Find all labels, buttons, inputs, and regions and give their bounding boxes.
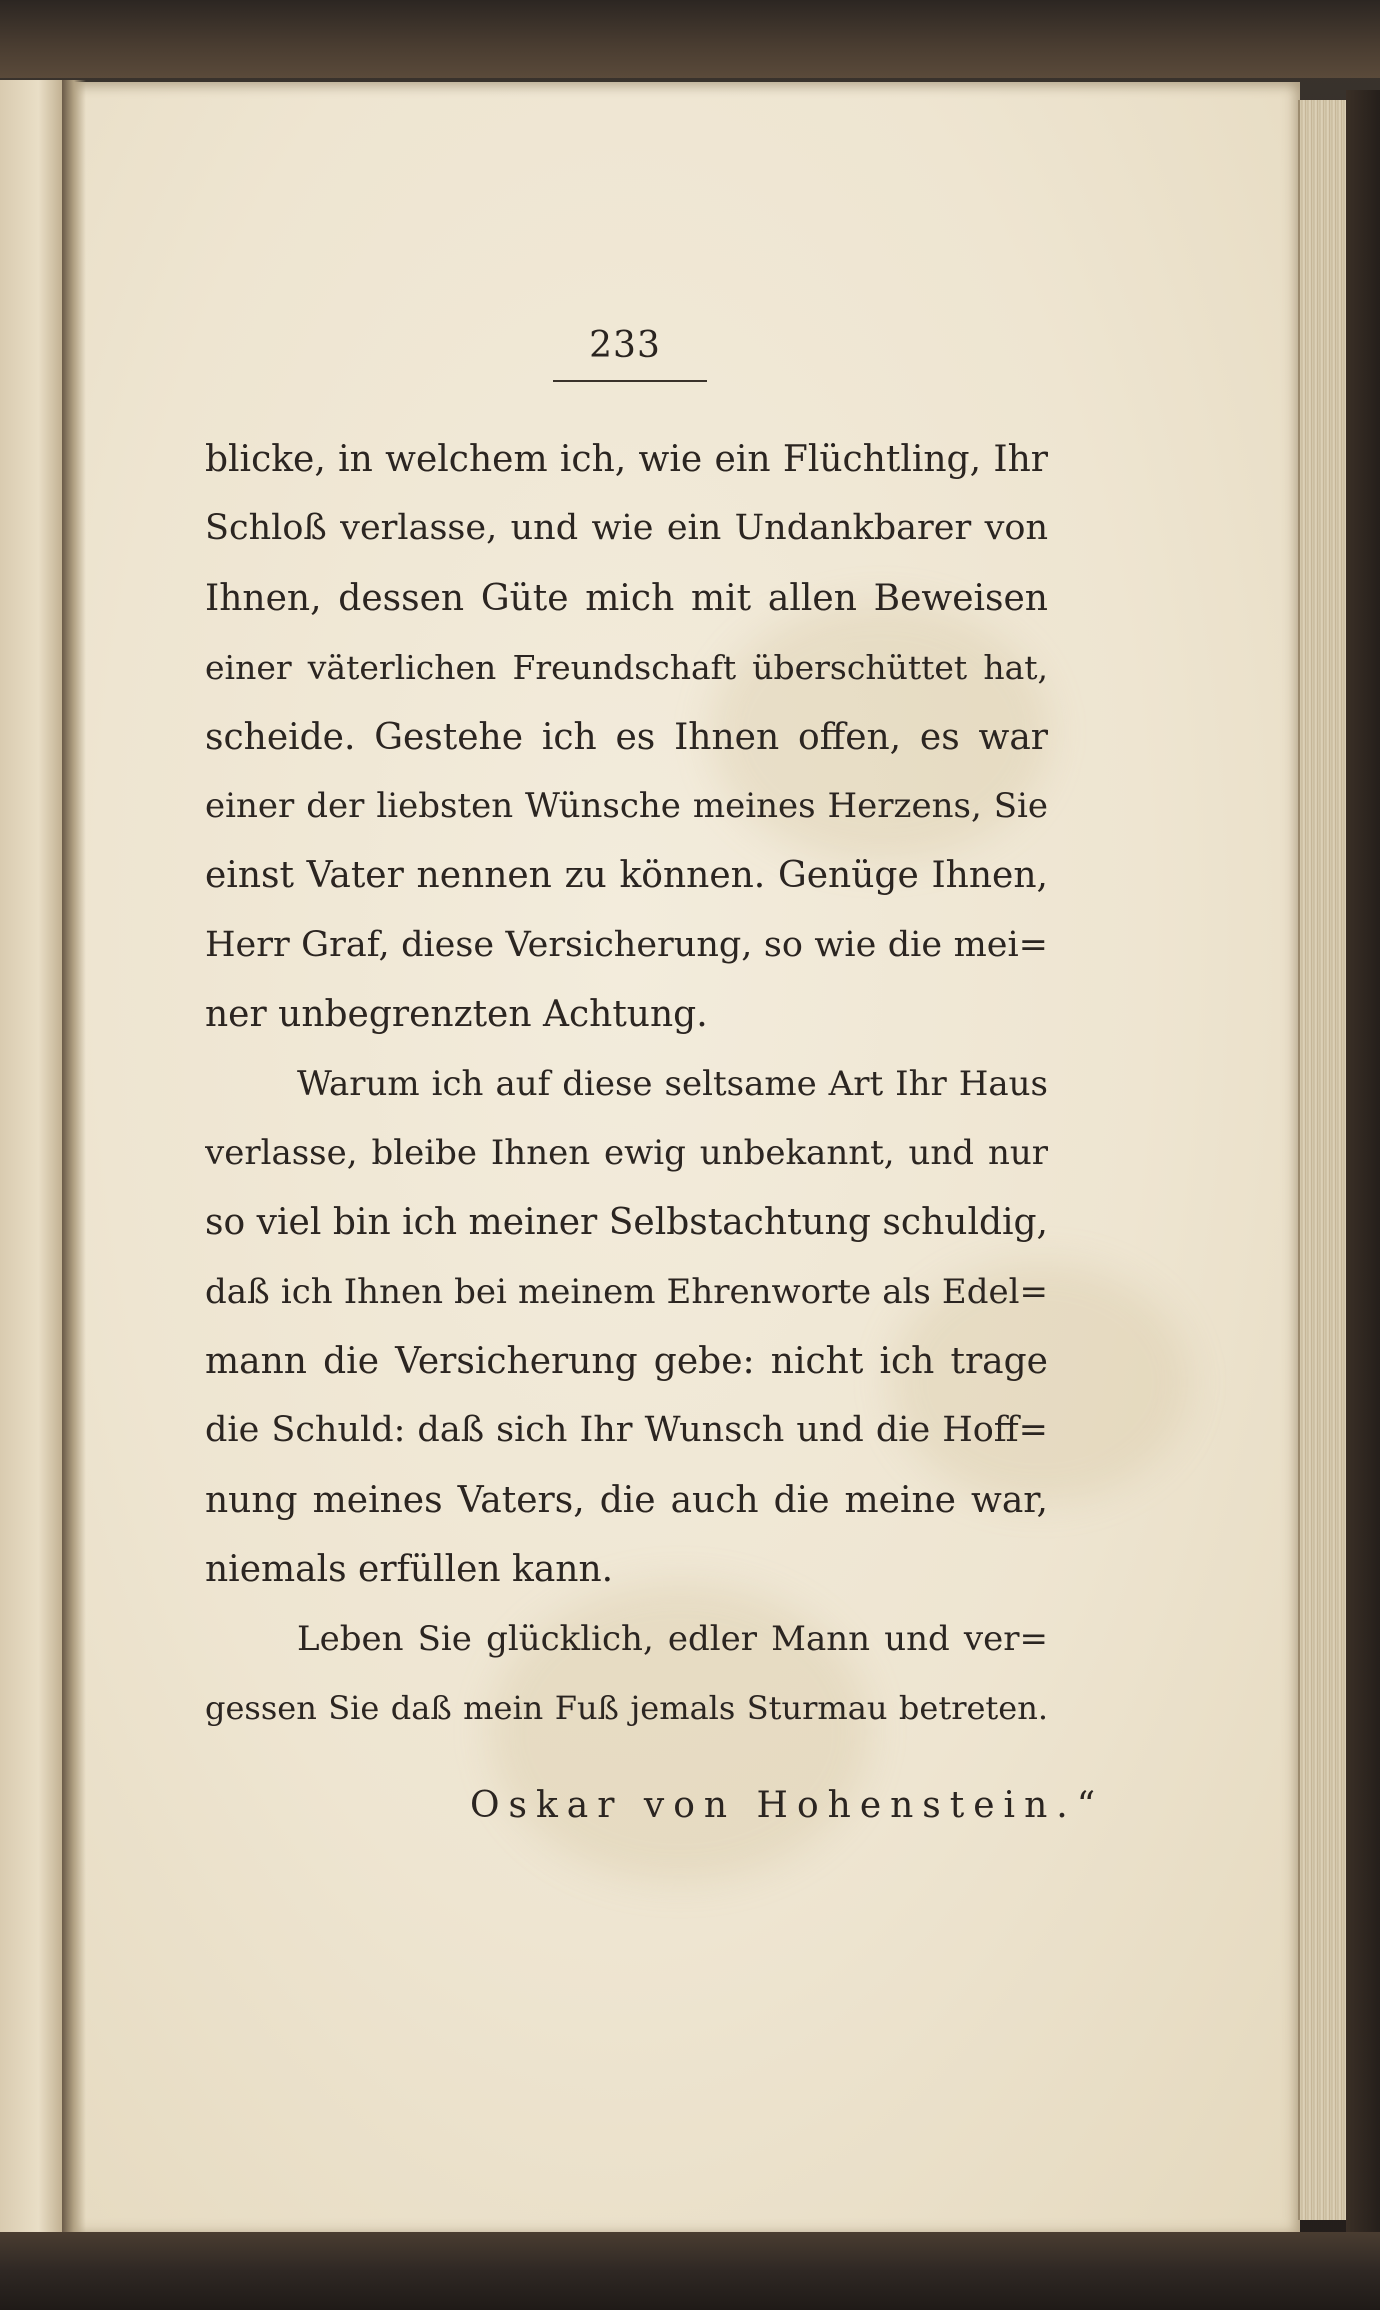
page-gutter-shadow	[62, 80, 86, 2240]
text-line: mann die Versicherung gebe: nicht ich trage	[205, 1341, 1048, 1383]
text-line: einer der liebsten Wünsche meines Herzens, Sie	[205, 785, 1048, 826]
book-cover-bottom-edge	[0, 2232, 1380, 2310]
page-edges-stack	[1298, 100, 1350, 2220]
text-line: Warum ich auf diese seltsame Art Ihr Haus	[297, 1063, 1048, 1104]
text-line: die Schuld: daß sich Ihr Wunsch und die Hoff=	[205, 1410, 1048, 1451]
text-line: ner unbegrenzten Achtung.	[205, 994, 708, 1036]
text-line: nung meines Vaters, die auch die meine war,	[205, 1479, 1048, 1521]
text-line: einer väterlichen Freundschaft überschüttet hat,	[205, 648, 1048, 688]
paragraph	[205, 425, 1048, 1050]
facing-page-edge	[0, 80, 66, 2240]
text-line: niemals erfüllen kann.	[205, 1549, 614, 1591]
text-line: verlasse, bleibe Ihnen ewig unbekannt, und nur	[205, 1132, 1048, 1173]
text-line: gessen Sie daß mein Fuß jemals Sturmau betreten.	[205, 1689, 1048, 1728]
text-line: scheide. Gestehe ich es Ihnen offen, es war	[205, 716, 1048, 758]
page-number: 233	[589, 325, 661, 366]
text-line: Ihnen, dessen Güte mich mit allen Beweisen	[205, 577, 1048, 619]
text-line: einst Vater nennen zu können. Genüge Ihnen,	[205, 855, 1048, 897]
paragraph	[205, 1050, 1048, 1605]
text-line: Leben Sie glücklich, edler Mann und ver=	[297, 1618, 1048, 1659]
signature: Oskar von Hohenstein.“	[470, 1785, 1105, 1826]
paragraph	[205, 1605, 1048, 1744]
text-line: so viel bin ich meiner Selbstachtung schuldig,	[205, 1202, 1048, 1244]
book-cover-top-edge	[0, 0, 1380, 78]
text-line: Schloß verlasse, und wie ein Undankbarer von	[205, 508, 1048, 549]
book-cover-right-edge	[1346, 90, 1380, 2240]
header-rule	[553, 380, 707, 382]
text-line: blicke, in welchem ich, wie ein Flüchtling, Ihr	[205, 439, 1048, 480]
text-line: daß ich Ihnen bei meinem Ehrenworte als Edel=	[205, 1271, 1048, 1312]
body-text	[205, 425, 1048, 1743]
text-line: Herr Graf, diese Versicherung, so wie die mei=	[205, 924, 1048, 965]
